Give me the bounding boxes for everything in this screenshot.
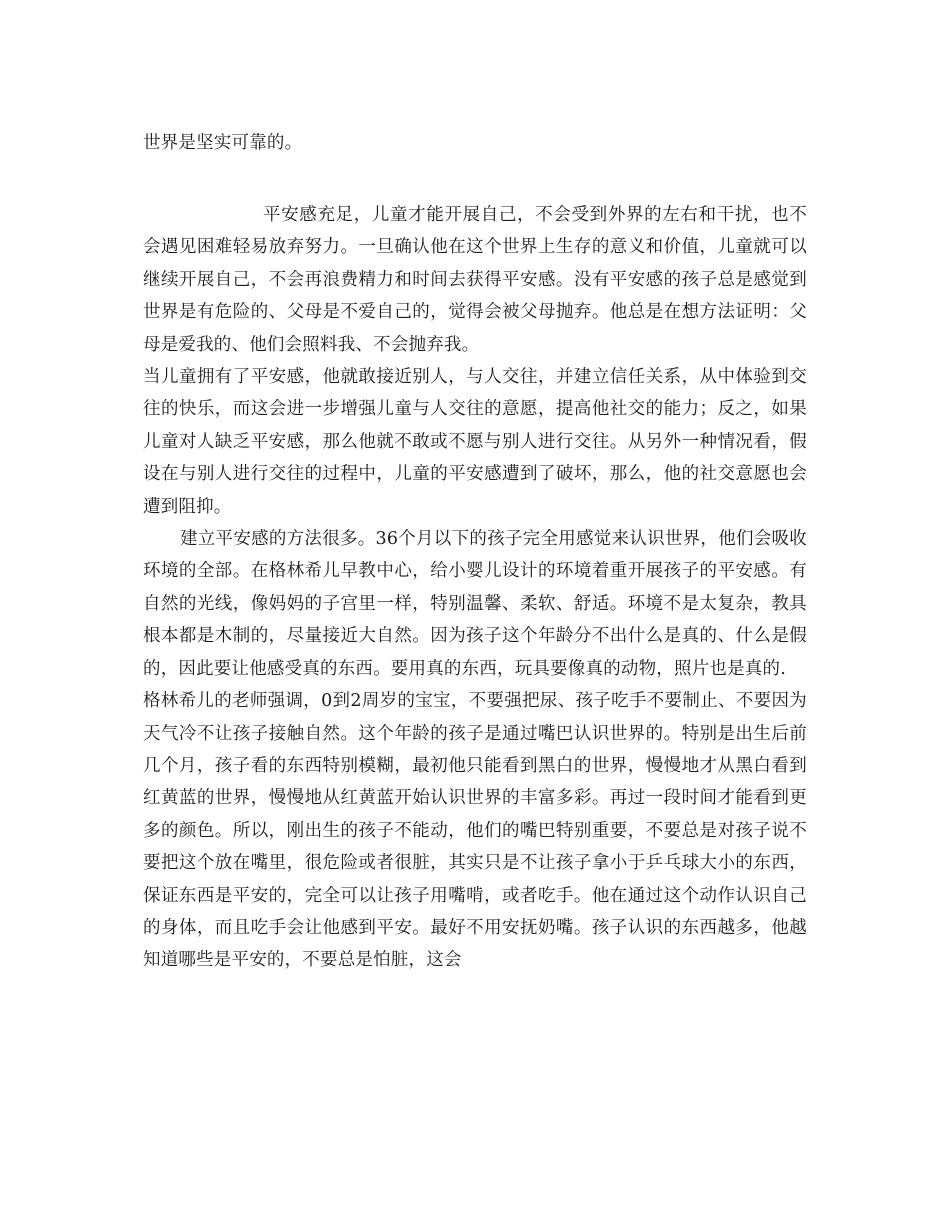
paragraph-1: 世界是坚实可靠的。 — [143, 133, 303, 153]
paragraph-3: 当儿童拥有了平安感，他就敢接近别人，与人交往，并建立信任关系，从中体验到交往的快乐，而这会进一步增强儿童与人交往的意愿，提高他社交的能力；反之，如果儿童对人缺乏平安感，那么他就不敢或不愿与别人进行交往。从另外一种情况看，假设在与别人进行交往的过程中，儿童的平安感遭到了破坏，那么，他的社交意愿也会遭到阻抑。 — [143, 367, 807, 517]
paragraph-5: 格林希儿的老师强调，0到2周岁的宝宝，不要强把尿、孩子吃手不要制止、不要因为天气冷不让孩子接触自然。这个年龄的孩子是通过嘴巴认识世界的。特别是出生后前几个月，孩子看的东西特别模糊，最初他只能看到黑白的世界，慢慢地才从黑白看到红黄蓝的世界，慢慢地从红黄蓝开始认识世界的丰富多彩。再过一段时间才能看到更多的颜色。所以，刚出生的孩子不能动，他们的嘴巴特别重要，不要总是对孩子说不要把这个放在嘴里，很危险或者很脏，其实只是不让孩子拿小于乒乓球大小的东西，保证东西是平安的，完全可以让孩子用嘴啃，或者吃手。他在通过这个动作认识自己的身体，而且吃手会让他感到平安。最好不用安抚奶嘴。孩子认识的东西越多，他越知道哪些是平安的，不要总是怕脏，这会 — [143, 691, 807, 971]
paragraph-4: 建立平安感的方法很多。36个月以下的孩子完全用感觉来认识世界，他们会吸收环境的全部。在格林希儿早教中心，给小婴儿设计的环境着重开展孩子的平安感。有自然的光线，像妈妈的子宫里一样，特别温馨、柔软、舒适。环境不是太复杂，教具根本都是木制的，尽量接近大自然。因为孩子这个年龄分不出什么是真的、什么是假的，因此要让他感受真的东西。要用真的东西，玩具要像真的动物，照片也是真的. — [143, 529, 807, 679]
body-text — [143, 199, 807, 977]
paragraph-continuation — [143, 127, 807, 159]
paragraph-2: 平安感充足，儿童才能开展自己，不会受到外界的左右和干扰，也不会遇见困难轻易放弃努力。一旦确认他在这个世界上生存的意义和价值，儿童就可以继续开展自己，不会再浪费精力和时间去获得平安感。没有平安感的孩子总是感觉到世界是有危险的、父母是不爱自己的，觉得会被父母抛弃。他总是在想方法证明：父母是爱我的、他们会照料我、不会抛弃我。 — [143, 205, 807, 355]
